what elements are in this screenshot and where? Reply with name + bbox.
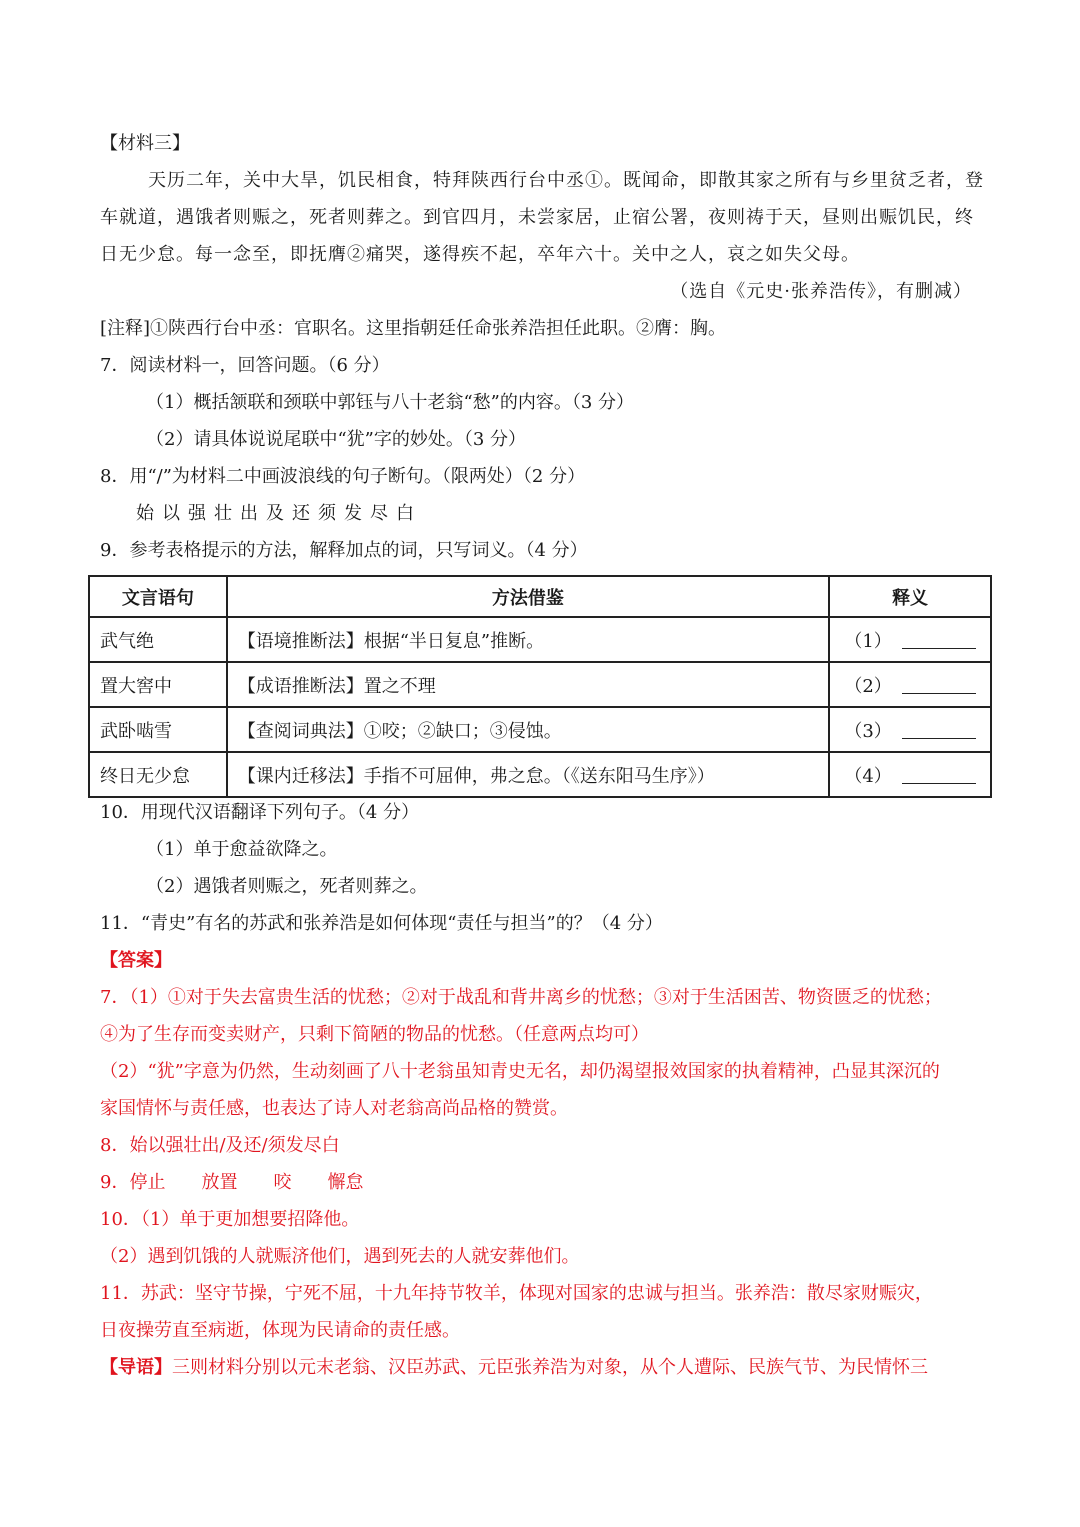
answer-9: 9．停止 放置 咬 懈怠 bbox=[100, 1172, 364, 1193]
cell-sentence: 置大窖中 bbox=[89, 662, 227, 707]
header-meaning: 释义 bbox=[829, 576, 991, 617]
table-row bbox=[89, 707, 991, 752]
material3-source: （选自《元史·张养浩传》，有删减） bbox=[670, 281, 972, 302]
answer-number: （4） bbox=[844, 765, 892, 787]
answer-10-2: （2）遇到饥饿的人就赈济他们，遇到死去的人就安葬他们。 bbox=[100, 1246, 580, 1267]
answer-number: （3） bbox=[844, 720, 892, 742]
answer-blank bbox=[902, 720, 976, 739]
cell-method: 【课内迁移法】手指不可屈伸，弗之怠。（《送东阳马生序》） bbox=[227, 752, 829, 797]
answer-blank bbox=[902, 675, 976, 694]
answer-8: 8．始以强壮出/及还/须发尽白 bbox=[100, 1135, 340, 1156]
cell-sentence: 武卧啮雪 bbox=[89, 707, 227, 752]
guide-text: 三则材料分别以元末老翁、汉臣苏武、元臣张养浩为对象，从个人遭际、民族气节、为民情怀三 bbox=[172, 1357, 928, 1378]
answer-7-1b: ④为了生存而变卖财产，只剩下简陋的物品的忧愁。（任意两点均可） bbox=[100, 1024, 649, 1045]
cell-sentence: 武气绝 bbox=[89, 617, 227, 662]
material3-line-2: 车就道，遇饿者则赈之，死者则葬之。到官四月，未尝家居，止宿公署，夜则祷于天，昼则出赈饥民，终 bbox=[100, 207, 974, 228]
answer-blank bbox=[902, 630, 976, 649]
guide-line bbox=[100, 1355, 928, 1381]
table-row bbox=[89, 752, 991, 797]
question-9: 9．参考表格提示的方法，解释加点的词，只写词义。（4 分） bbox=[100, 540, 588, 561]
cell-answer bbox=[829, 662, 991, 707]
question-8-sentence: 始以强壮出及还须发尽白 bbox=[136, 503, 422, 524]
answer-7-2b: 家国情怀与责任感，也表达了诗人对老翁高尚品格的赞赏。 bbox=[100, 1098, 568, 1119]
cell-method: 【成语推断法】置之不理 bbox=[227, 662, 829, 707]
answer-number: （2） bbox=[844, 675, 892, 697]
answer-10-1: 10．（1）单于更加想要招降他。 bbox=[100, 1209, 360, 1230]
material3-title: 【材料三】 bbox=[100, 133, 190, 154]
table-row bbox=[89, 662, 991, 707]
question-10-2: （2）遇饿者则赈之，死者则葬之。 bbox=[146, 876, 428, 897]
question-11: 11．“青史”有名的苏武和张养浩是如何体现“责任与担当”的？（4 分） bbox=[100, 913, 663, 934]
question-7-2: （2）请具体说说尾联中“犹”字的妙处。（3 分） bbox=[146, 429, 527, 450]
cell-answer bbox=[829, 752, 991, 797]
answers-title: 【答案】 bbox=[100, 950, 172, 971]
question-10: 10．用现代汉语翻译下列句子。（4 分） bbox=[100, 802, 420, 823]
cell-method: 【语境推断法】根据“半日复息”推断。 bbox=[227, 617, 829, 662]
answer-7-1a: 7．（1）①对于失去富贵生活的忧愁；②对于战乱和背井离乡的忧愁；③对于生活困苦、物资匮乏的忧愁； bbox=[100, 987, 942, 1008]
answer-7-2a: （2）“犹”字意为仍然，生动刻画了八十老翁虽知青史无名，却仍渴望报效国家的执着精神，凸显其深沉的 bbox=[100, 1061, 940, 1082]
question-7-1: （1）概括颔联和颈联中郭钰与八十老翁“愁”的内容。（3 分） bbox=[146, 392, 635, 413]
material3-note: [注释]①陕西行台中丞：官职名。这里指朝廷任命张养浩担任此职。②膺：胸。 bbox=[100, 318, 727, 339]
question-8: 8．用“/”为材料二中画波浪线的句子断句。（限两处）（2 分） bbox=[100, 466, 586, 487]
question-7: 7．阅读材料一，回答问题。（6 分） bbox=[100, 355, 390, 376]
cell-sentence: 终日无少怠 bbox=[89, 752, 227, 797]
cell-answer bbox=[829, 617, 991, 662]
table-row bbox=[89, 617, 991, 662]
method-table bbox=[88, 575, 992, 798]
table-header-row bbox=[89, 576, 991, 617]
cell-method: 【查阅词典法】①咬；②缺口；③侵蚀。 bbox=[227, 707, 829, 752]
guide-label: 【导语】 bbox=[100, 1357, 172, 1378]
material3-line-3: 日无少怠。每一念至，即抚膺②痛哭，遂得疾不起，卒年六十。关中之人，哀之如失父母。 bbox=[100, 244, 860, 265]
header-method: 方法借鉴 bbox=[227, 576, 829, 617]
answer-11b: 日夜操劳直至病逝，体现为民请命的责任感。 bbox=[100, 1320, 460, 1341]
header-sentence: 文言语句 bbox=[89, 576, 227, 617]
question-10-1: （1）单于愈益欲降之。 bbox=[146, 839, 338, 860]
answer-11a: 11．苏武：坚守节操，宁死不屈，十九年持节牧羊，体现对国家的忠诚与担当。张养浩：散尽家财赈灾， bbox=[100, 1283, 933, 1304]
answer-blank bbox=[902, 765, 976, 784]
material3-line-1: 天历二年，关中大旱，饥民相食，特拜陕西行台中丞①。既闻命，即散其家之所有与乡里贫乏者，登 bbox=[148, 170, 984, 191]
cell-answer bbox=[829, 707, 991, 752]
answer-number: （1） bbox=[844, 630, 892, 652]
